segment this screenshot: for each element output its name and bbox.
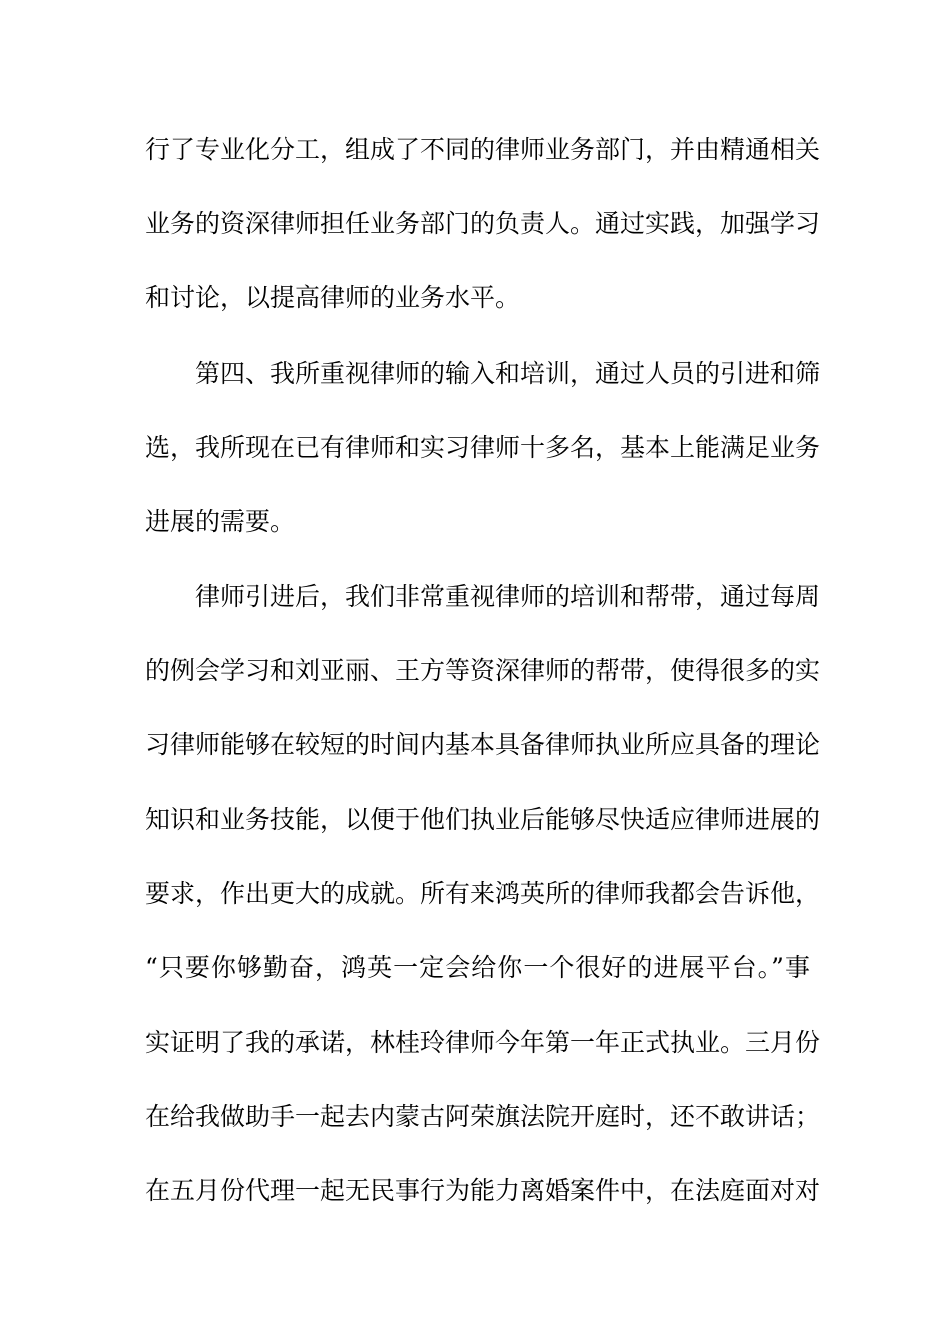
paragraph-start-line: 第四、我所重视律师的输入和培训，通过人员的引进和筛 (195, 359, 821, 388)
text-line: 业务的资深律师担任业务部门的负责人。通过实践，加强学习 (145, 209, 821, 238)
text-line: 在给我做助手一起去内蒙古阿荣旗法院开庭时，还不敢讲话； (145, 1102, 821, 1131)
text-line: “只要你够勤奋，鸿英一定会给你一个很好的进展平台。”事 (145, 953, 810, 982)
text-line: 实证明了我的承诺，林桂玲律师今年第一年正式执业。三月份 (145, 1028, 821, 1057)
text-line: 要求，作出更大的成就。所有来鸿英所的律师我都会告诉他， (145, 879, 821, 908)
text-line: 行了专业化分工，组成了不同的律师业务部门，并由精通相关 (145, 135, 821, 164)
text-line: 选，我所现在已有律师和实习律师十多名，基本上能满足业务 (145, 433, 821, 462)
text-line: 和讨论，以提高律师的业务水平。 (145, 283, 521, 312)
text-line: 习律师能够在较短的时间内基本具备律师执业所应具备的理论 (145, 730, 821, 759)
text-line: 知识和业务技能，以便于他们执业后能够尽快适应律师进展的 (145, 805, 821, 834)
text-line: 在五月份代理一起无民事行为能力离婚案件中，在法庭面对对 (145, 1176, 821, 1205)
text-line: 的例会学习和刘亚丽、王方等资深律师的帮带，使得很多的实 (145, 656, 821, 685)
text-line: 进展的需要。 (145, 507, 296, 536)
paragraph-start-line: 律师引进后，我们非常重视律师的培训和帮带，通过每周 (195, 582, 821, 611)
